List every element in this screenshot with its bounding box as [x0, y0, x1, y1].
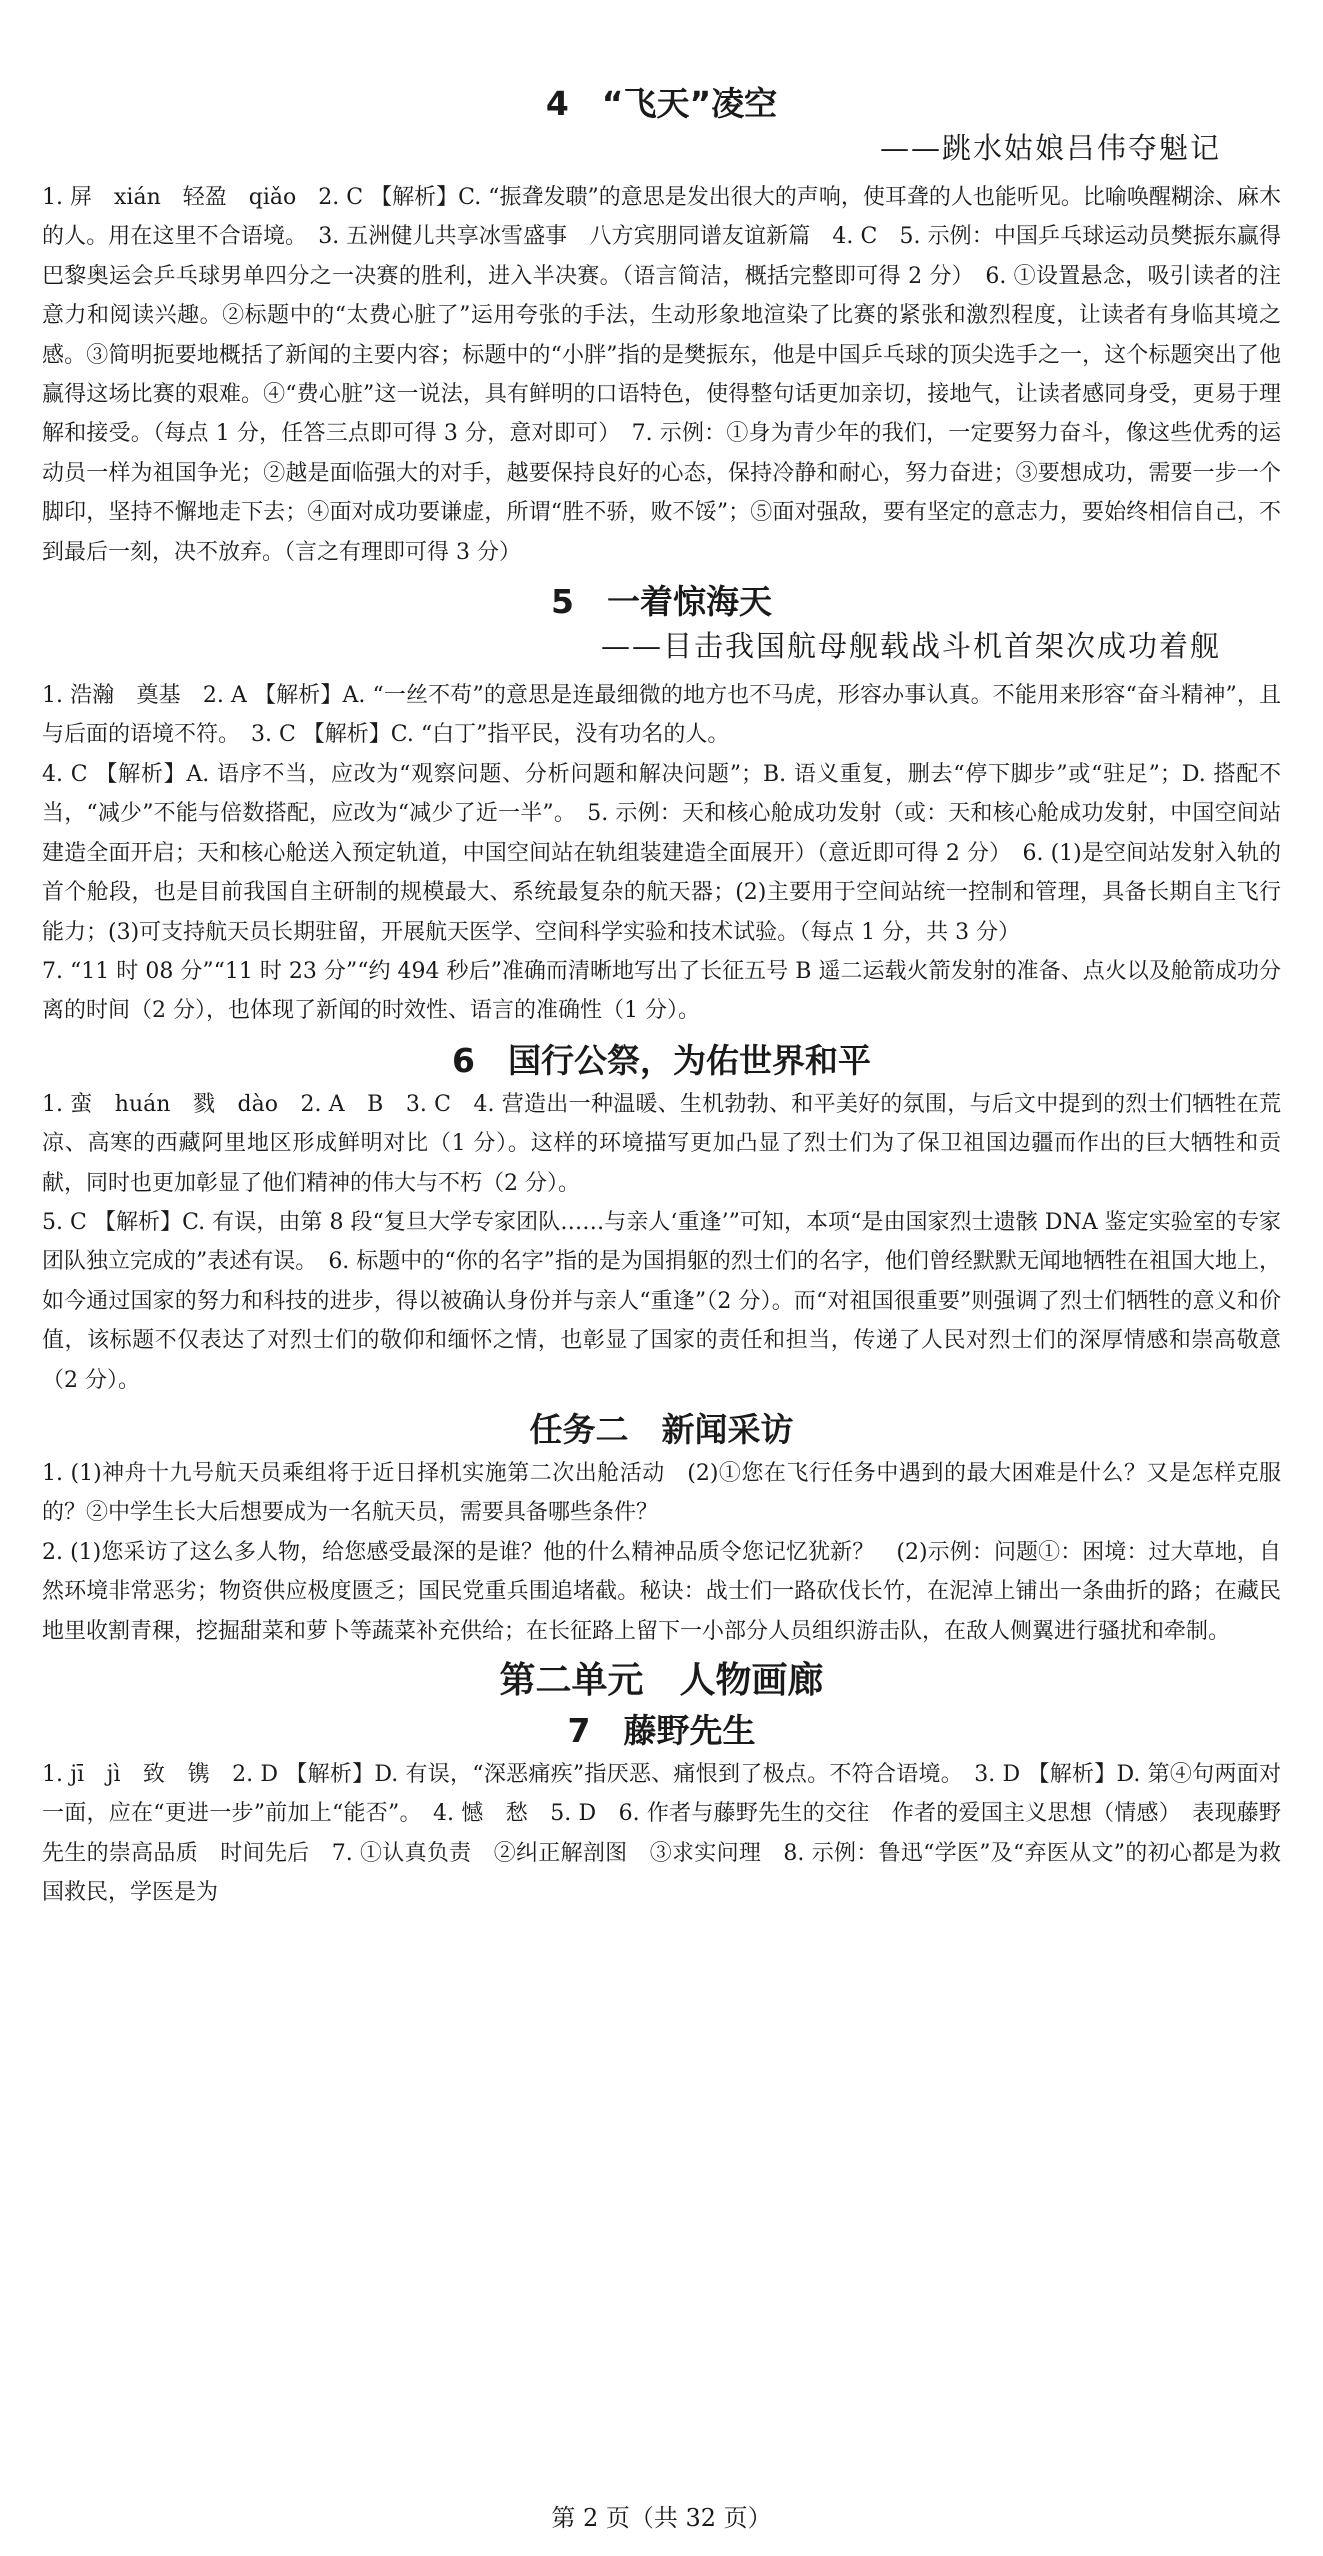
unit-2: [42, 1661, 1281, 1701]
answer-paragraph: 1. (1)神舟十九号航天员乘组将于近日择机实施第二次出舱活动 (2)①您在飞行任务中遇到的最大困难是什么？又是怎样克服的？②中学生长大后想要成为一名航天员，需要具备哪些条件？: [42, 1460, 1281, 1526]
section-heading: 4 “飞天”凌空: [545, 84, 778, 123]
answer-paragraph: 1. 屏 xián 轻盈 qiǎo 2. C 【解析】C. “振聋发聩”的意思是发出很大的声响，使耳聋的人也能听见。比喻唤醒糊涂、麻木的人。用在这里不合语境。 3. 五洲健儿共享冰雪盛事 八方宾朋同谱友谊新篇 4. C 5. 示例：中国乒乓球运动员樊振东赢得巴黎奥运会乒乓球男单四分之一决赛的胜利，进入半决赛。（语言简洁，概括完整即可得 2 分） 6. ①设置悬念，吸引读者的注意力和阅读兴趣。②标题中的“太费心脏了”运用夸张的手法，生动形象地渲染了比赛的紧张和激烈程度，让读者有身临其境之感。③简明扼要地概括了新闻的主要内容；标题中的“小胖”指的是樊振东，他是中国乒乓球的顶尖选手之一，这个标题突出了他赢得这场比赛的艰难。④“费心脏”这一说法，具有鲜明的口语特色，使得整句话更加亲切，接地气，让读者感同身受，更易于理解和接受。（每点 1 分，任答三点即可得 3 分，意对即可） 7. 示例：①身为青少年的我们，一定要努力奋斗，像这些优秀的运动员一样为祖国争光；②越是面临强大的对手，越要保持良好的心态，保持冷静和耐心，努力奋进；③要想成功，需要一步一个脚印，坚持不懈地走下去；④面对成功要谦虚，所谓“胜不骄，败不馁”；⑤面对强敌，要有坚定的意志力，要始终相信自己，不到最后一刻，决不放弃。（言之有理即可得 3 分）: [42, 185, 1281, 565]
section-subtitle: ——目击我国航母舰载战斗机首架次成功着舰: [600, 629, 1221, 664]
section-7: [42, 1711, 1281, 1913]
section-6: [42, 1041, 1281, 1400]
section-heading: 6 国行公祭，为佑世界和平: [452, 1040, 871, 1080]
answer-paragraph: 1. 蛮 huán 戮 dào 2. A B 3. C 4. 营造出一种温暖、生机勃勃、和平美好的氛围，与后文中提到的烈士们牺牲在荒凉、高寒的西藏阿里地区形成鲜明对比（1 分）。这样的环境描写更加凸显了烈士们为了保卫祖国边疆而作出的巨大牺牲和贡献，同时也更加彰显了他们精神的伟大与不朽（2 分）。: [42, 1091, 1281, 1196]
section-4: [42, 84, 1281, 572]
section-heading: 任务二 新闻采访: [529, 1409, 794, 1449]
section-heading: 7 藤野先生: [567, 1711, 756, 1750]
section-subtitle: ——跳水姑娘吕伟夺魁记: [879, 131, 1221, 165]
page-footer: 第 2 页（共 32 页）: [551, 2504, 772, 2532]
answer-paragraph: 1. 浩瀚 奠基 2. A 【解析】A. “一丝不苟”的意思是连最细微的地方也不马虎，形容办事认真。不能用来形容“奋斗精神”，且与后面的语境不符。 3. C 【解析】C. “白丁”指平民，没有功名的人。: [42, 683, 1281, 748]
answer-paragraph: 2. (1)您采访了这么多人物，给您感受最深的是谁？他的什么精神品质令您记忆犹新？ (2)示例：问题①：困境：过大草地，自然环境非常恶劣；物资供应极度匮乏；国民党重兵围追堵截。秘诀：战士们一路砍伐长竹，在泥淖上铺出一条曲折的路；在藏民地里收割青稞，挖掘甜菜和萝卜等蔬菜补充供给；在长征路上留下一小部分人员组织游击队，在敌人侧翼进行骚扰和牵制。: [42, 1539, 1281, 1644]
task-2: [42, 1410, 1281, 1651]
answer-paragraph: 4. C 【解析】A. 语序不当，应改为“观察问题、分析问题和解决问题”；B. 语义重复，删去“停下脚步”或“驻足”；D. 搭配不当，“减少”不能与倍数搭配，应改为“减少了近一半”。 5. 示例：天和核心舱成功发射（或：天和核心舱成功发射，中国空间站建造全面开启；天和核心舱送入预定轨道，中国空间站在轨组装建造全面展开）（意近即可得 2 分） 6. (1)是空间站发射入轨的首个舱段，也是目前我国自主研制的规模最大、系统最复杂的航天器；(2)主要用于空间站统一控制和管理，具备长期自主飞行能力；(3)可支持航天员长期驻留，开展航天医学、空间科学实验和技术试验。（每点 1 分，共 3 分）: [42, 761, 1281, 945]
answer-paragraph: 5. C 【解析】C. 有误，由第 8 段“复旦大学专家团队……与亲人‘重逢’”可知，本项“是由国家烈士遗骸 DNA 鉴定实验室的专家团队独立完成的”表述有误。 6. 标题中的“你的名字”指的是为国捐躯的烈士们的名字，他们曾经默默无闻地牺牲在祖国大地上，如今通过国家的努力和科技的进步，得以被确认身份并与亲人“重逢”（2 分）。而“对祖国很重要”则强调了烈士们牺牲的意义和价值，该标题不仅表达了对烈士们的敬仰和缅怀之情，也彰显了国家的责任和担当，传递了人民对烈士们的深厚情感和崇高敬意（2 分）。: [42, 1209, 1281, 1393]
answer-paragraph: 1. jī jì 致 镌 2. D 【解析】D. 有误，“深恶痛疾”指厌恶、痛恨到了极点。不符合语境。 3. D 【解析】D. 第④句两面对一面，应在“更进一步”前加上“能否”。 4. 憾 愁 5. D 6. 作者与藤野先生的交往 作者的爱国主义思想（情感） 表现藤野先生的崇高品质 时间先后 7. ①认真负责 ②纠正解剖图 ③求实问理 8. 示例：鲁迅“学医”及“弃医从文”的初心都是为救国救民，学医是为: [42, 1762, 1281, 1906]
section-5: [42, 582, 1281, 1031]
unit-heading: 第二单元 人物画廊: [499, 1660, 824, 1701]
answer-paragraph: 7. “11 时 08 分”“11 时 23 分”“约 494 秒后”准确而清晰地写出了长征五号 B 遥二运载火箭发射的准备、点火以及舱箭成功分离的时间（2 分），也体现了新闻的时效性、语言的准确性（1 分）。: [42, 958, 1281, 1024]
section-heading: 5 一着惊海天: [551, 582, 772, 622]
